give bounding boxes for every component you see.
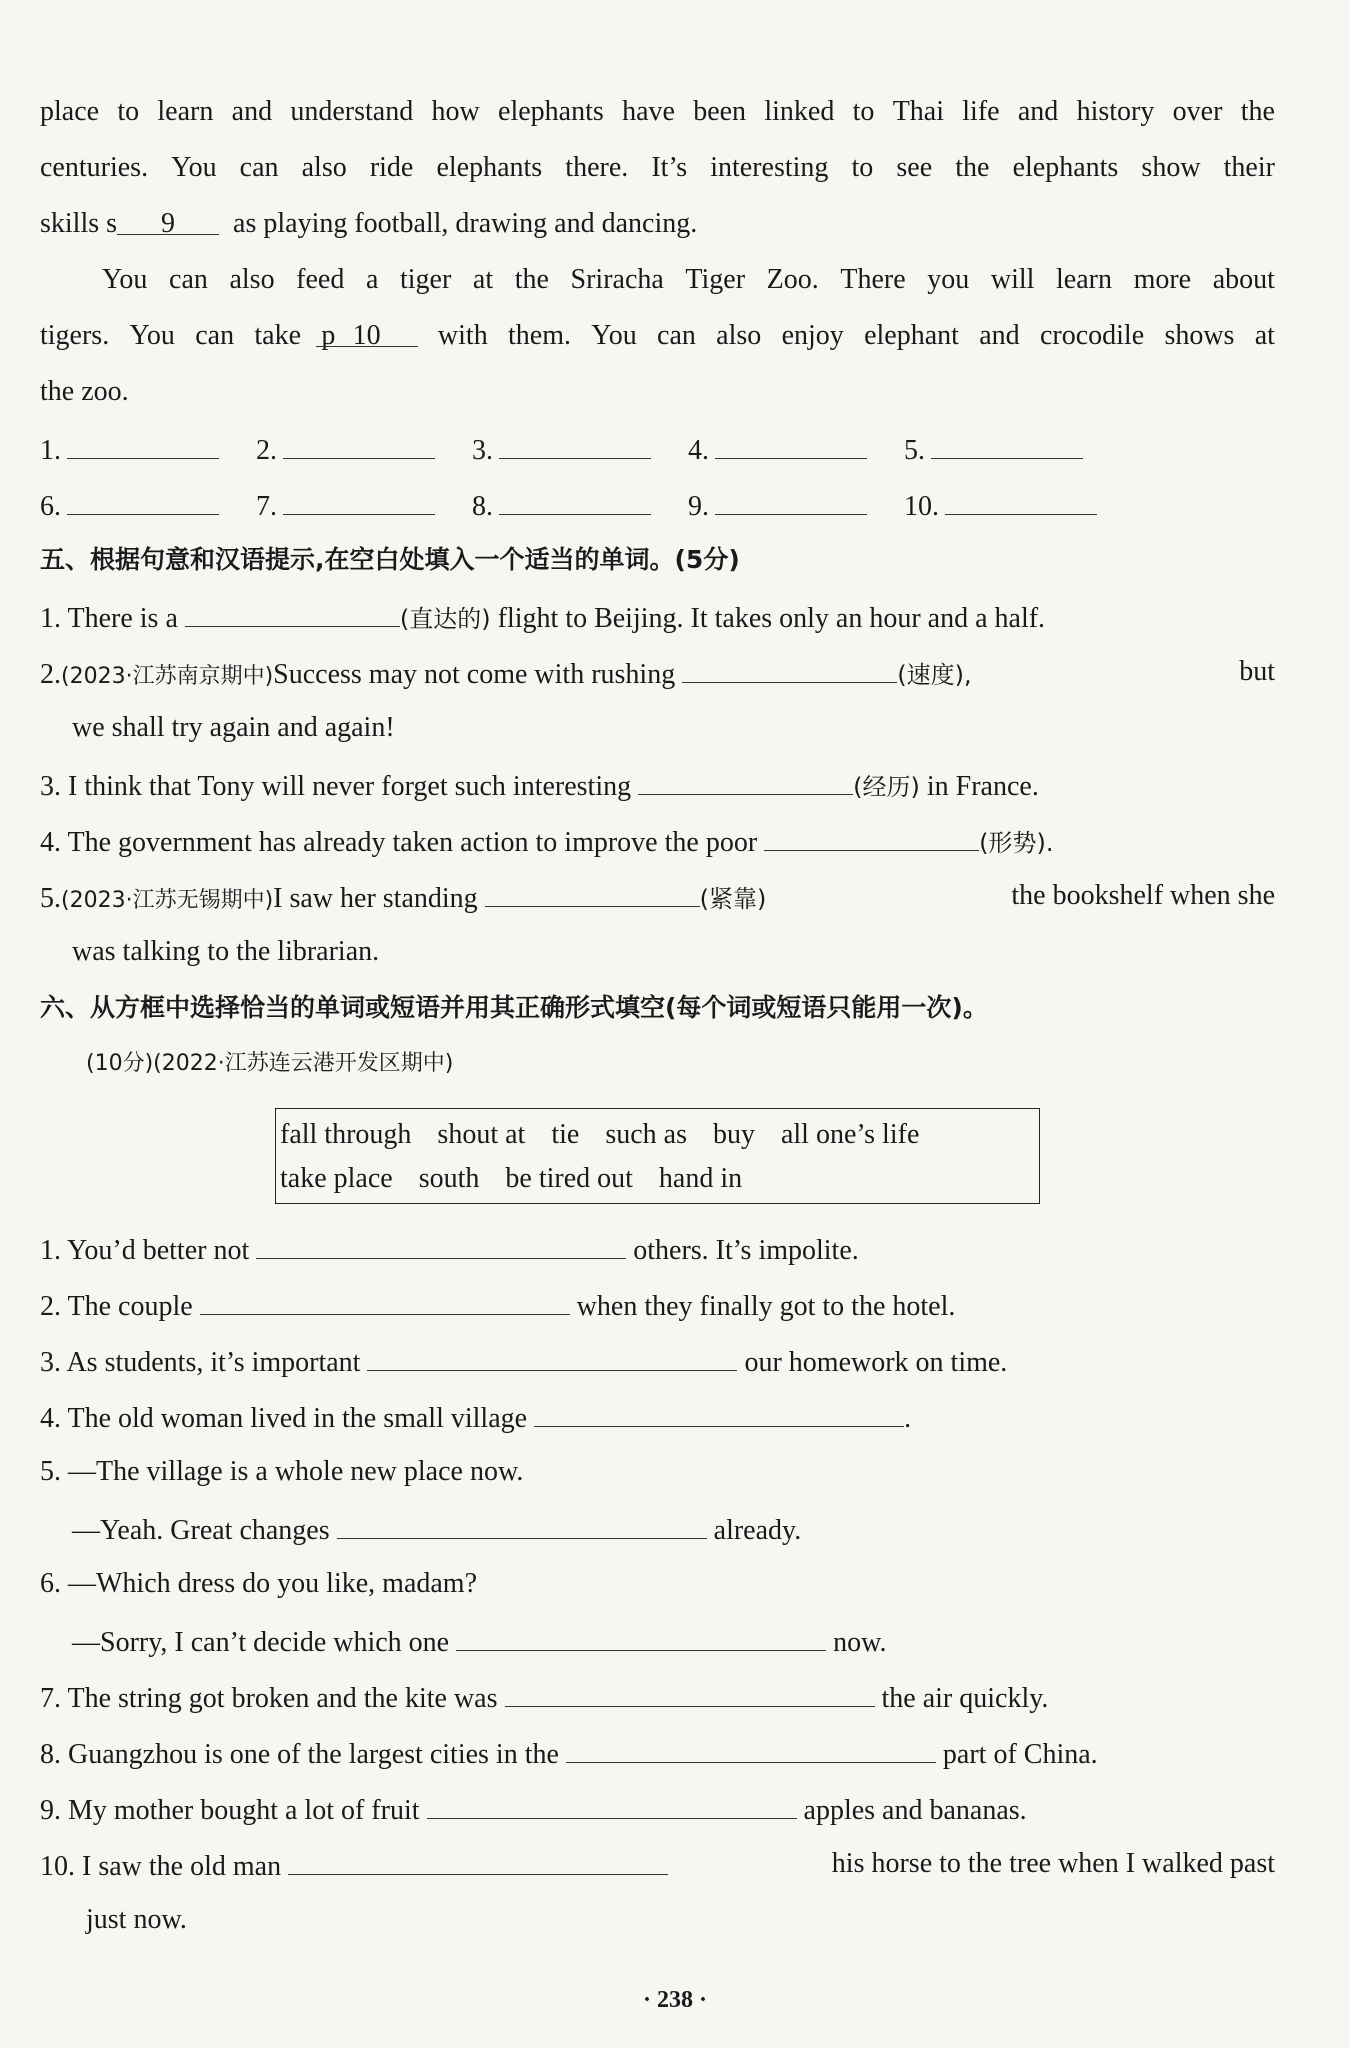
word-box-option: south (418, 1163, 480, 1194)
s6-q7-blank[interactable] (505, 1676, 875, 1707)
question-text: his horse to the tree when I walked past (831, 1848, 1275, 1879)
s6-question-10 (40, 1844, 1275, 1887)
question-text: flight to Beijing. It takes only an hour and a half. (497, 603, 1046, 634)
passage-word: them. (508, 320, 571, 351)
question-text: in France. (926, 771, 1039, 802)
passage-word: also (229, 264, 275, 295)
passage-word: and (231, 96, 273, 127)
answer-cell (472, 484, 651, 527)
s6-question-1 (40, 1228, 859, 1271)
passage-word: the (955, 152, 990, 183)
passage-line-2 (40, 148, 1275, 188)
passage-word: at (472, 264, 494, 295)
passage-word: the (514, 264, 549, 295)
s5-question-5 (40, 876, 1275, 921)
question-text: 4. The old woman lived in the small village (40, 1403, 528, 1434)
chinese-hint: (速度), (897, 661, 972, 689)
passage-word: interesting (710, 152, 829, 183)
passage-word: to (117, 96, 140, 127)
s6-q2-blank[interactable] (200, 1284, 570, 1315)
passage-line-5 (40, 316, 1275, 356)
s5-question-5-cont: was talking to the librarian. (72, 936, 380, 967)
s6-q8-blank[interactable] (566, 1732, 936, 1763)
word-box-option: all one’s life (780, 1119, 920, 1150)
passage-word: enjoy (781, 320, 844, 351)
question-text: but (1239, 656, 1275, 687)
answer-number: 1. (40, 435, 61, 466)
answer-blank[interactable] (283, 484, 435, 515)
word-box-row-1 (280, 1115, 945, 1155)
blank-number: 9 (161, 208, 176, 239)
s6-question-2 (40, 1284, 955, 1327)
s6-q4-blank[interactable] (534, 1396, 904, 1427)
passage-line-6: the zoo. (40, 376, 129, 407)
s6-question-9 (40, 1788, 1027, 1831)
passage-word: place (40, 96, 100, 127)
question-text: 4. The government has already taken action to improve the poor (40, 827, 758, 858)
question-text: 3. I think that Tony will never forget such interesting (40, 771, 632, 802)
answer-blank[interactable] (67, 428, 219, 459)
answer-blank[interactable] (715, 428, 867, 459)
passage-text: as playing football, drawing and dancing. (233, 208, 698, 239)
answer-number: 8. (472, 491, 493, 522)
question-text: 2. The couple (40, 1291, 193, 1322)
s6-question-4 (40, 1396, 911, 1439)
question-text: 1. You’d better not (40, 1235, 250, 1266)
answer-cell (904, 428, 1083, 471)
question-text: —Yeah. Great changes (72, 1515, 330, 1546)
answer-blank[interactable] (499, 484, 651, 515)
question-text: 10. I saw the old man (40, 1851, 282, 1882)
s6-q1-blank[interactable] (256, 1228, 626, 1259)
answer-cell (688, 428, 867, 471)
passage-word: Zoo. (766, 264, 819, 295)
answer-cell (688, 484, 867, 527)
answer-cell (904, 484, 1097, 527)
passage-word: can (169, 264, 208, 295)
s6-q3-blank[interactable] (367, 1340, 737, 1371)
passage-word: crocodile (1039, 320, 1145, 351)
passage-word: life (962, 96, 1000, 127)
passage-word: more (1133, 264, 1192, 295)
word-box-row-2 (280, 1159, 768, 1199)
question-text: already. (713, 1515, 802, 1546)
question-text: apples and bananas. (803, 1795, 1027, 1826)
answer-number: 3. (472, 435, 493, 466)
answer-blank[interactable] (67, 484, 219, 515)
answer-number: 5. (904, 435, 925, 466)
passage-word: centuries. (40, 152, 149, 183)
passage-word: Tiger (685, 264, 746, 295)
passage-text: skills s (40, 208, 118, 239)
s5-q4-blank[interactable] (764, 820, 979, 851)
question-number: 5. (40, 883, 61, 914)
question-text: Success may not come with rushing (273, 659, 676, 690)
s5-q5-blank[interactable] (485, 876, 700, 907)
answer-blank[interactable] (715, 484, 867, 515)
passage-word: history (1076, 96, 1155, 127)
section-5-heading: 五、根据句意和汉语提示,在空白处填入一个适当的单词。(5分) (40, 545, 740, 574)
s5-q3-blank[interactable] (638, 764, 853, 795)
source-tag: (2023·江苏无锡期中) (61, 888, 274, 913)
passage-word: at (1254, 320, 1275, 351)
chinese-hint: (直达的) (399, 605, 491, 633)
passage-word: show (1141, 152, 1201, 183)
question-text: now. (833, 1627, 887, 1658)
question-text: 8. Guangzhou is one of the largest cities in the (40, 1739, 559, 1770)
passage-word: Sriracha (570, 264, 664, 295)
s5-question-4 (40, 820, 1054, 863)
passage-word: learn (157, 96, 214, 127)
passage-word: understand (290, 96, 414, 127)
s6-q9-blank[interactable] (427, 1788, 797, 1819)
passage-word: elephants (1012, 152, 1119, 183)
answer-blank[interactable] (931, 428, 1083, 459)
answer-blank[interactable] (283, 428, 435, 459)
passage-word: It’s (651, 152, 688, 183)
passage-word: ride (369, 152, 414, 183)
chinese-hint: (紧靠) (699, 885, 767, 913)
s5-question-3 (40, 764, 1039, 807)
section-6-subheading: (10分)(2022·江苏连云港开发区期中) (86, 1051, 454, 1076)
passage-word: how (431, 96, 480, 127)
passage-word: You (102, 264, 148, 295)
passage-word: to (852, 96, 875, 127)
passage-word: There (840, 264, 906, 295)
passage-word: You (591, 320, 637, 351)
passage-word: to (851, 152, 874, 183)
question-text: 1. There is a (40, 603, 178, 634)
passage-word: feed (296, 264, 345, 295)
answer-number: 10. (904, 491, 939, 522)
passage-word: the (1240, 96, 1275, 127)
passage-word: Thai (892, 96, 944, 127)
answer-cell (256, 484, 435, 527)
passage-word: there. (565, 152, 629, 183)
passage-word: been (693, 96, 747, 127)
passage-word: elephant (864, 320, 959, 351)
passage-word: and (979, 320, 1020, 351)
passage-word: elephants (436, 152, 543, 183)
passage-word: their (1223, 152, 1275, 183)
answer-number: 7. (256, 491, 277, 522)
s6-question-5: 5. —The village is a whole new place now. (40, 1456, 524, 1487)
word-box-option: shout at (437, 1119, 526, 1150)
passage-word: have (622, 96, 675, 127)
passage-word: also (716, 320, 762, 351)
passage-word: shows (1164, 320, 1235, 351)
answer-blank-9[interactable] (117, 204, 219, 239)
passage-word: about (1212, 264, 1275, 295)
s5-q1-blank[interactable] (185, 596, 400, 627)
question-text: when they finally got to the hotel. (576, 1291, 956, 1322)
chinese-hint: (经历) (853, 773, 920, 801)
s6-q10-blank[interactable] (288, 1844, 668, 1875)
answer-blank[interactable] (499, 428, 651, 459)
answer-number: 2. (256, 435, 277, 466)
passage-word: You (129, 320, 175, 351)
answer-number: 6. (40, 491, 61, 522)
s6-question-7 (40, 1676, 1048, 1719)
passage-word: take (254, 320, 302, 351)
answer-blank[interactable] (945, 484, 1097, 515)
s6-question-8 (40, 1732, 1098, 1775)
word-box-option: take place (280, 1163, 393, 1194)
passage-word: elephants (498, 96, 604, 127)
passage-word: also (301, 152, 347, 183)
question-text: 3. As students, it’s important (40, 1347, 361, 1378)
word-box-option: fall through (280, 1119, 412, 1150)
s6-q5-blank[interactable] (337, 1508, 707, 1539)
question-text: others. It’s impolite. (633, 1235, 859, 1266)
passage-word: and (1017, 96, 1059, 127)
question-text: our homework on time. (744, 1347, 1008, 1378)
word-box-option: such as (605, 1119, 687, 1150)
s6-question-5-reply (72, 1508, 801, 1551)
passage-word: see (896, 152, 933, 183)
answer-cell (40, 428, 219, 471)
s6-question-6: 6. —Which dress do you like, madam? (40, 1568, 478, 1599)
answer-cell (256, 428, 435, 471)
passage-line-3 (40, 204, 697, 244)
passage-word: can (657, 320, 696, 351)
passage-word: can (239, 152, 279, 183)
s6-question-3 (40, 1340, 1007, 1383)
source-tag: (2023·江苏南京期中) (61, 664, 274, 689)
s6-question-10-cont: just now. (86, 1904, 187, 1935)
answer-cell (40, 484, 219, 527)
passage-word: learn (1056, 264, 1112, 295)
passage-line-1 (40, 92, 1275, 132)
question-text: —Sorry, I can’t decide which one (72, 1627, 450, 1658)
question-text: the bookshelf when she (1011, 880, 1275, 911)
passage-word: linked (764, 96, 835, 127)
question-text: I saw her standing (273, 883, 478, 914)
page-number: · 238 · (642, 1987, 707, 2013)
passage-line-4 (102, 260, 1275, 300)
passage-word: a (365, 264, 379, 295)
chinese-hint: (形势). (979, 829, 1054, 857)
passage-word: will (990, 264, 1035, 295)
answer-number: 4. (688, 435, 709, 466)
question-text: 7. The string got broken and the kite was (40, 1683, 498, 1714)
word-box-option: be tired out (505, 1163, 633, 1194)
passage-word: You (171, 152, 217, 183)
word-box (275, 1108, 1040, 1204)
question-text: part of China. (942, 1739, 1098, 1770)
answer-cell (472, 428, 651, 471)
section-6-heading: 六、从方框中选择恰当的单词或短语并用其正确形式填空(每个词或短语只能用一次)。 (40, 993, 988, 1022)
passage-word: over (1172, 96, 1223, 127)
answer-number: 9. (688, 491, 709, 522)
word-box-option: hand in (658, 1163, 743, 1194)
word-box-option: tie (551, 1119, 580, 1150)
question-number: 2. (40, 659, 61, 690)
word-box-option: buy (712, 1119, 755, 1150)
s5-question-1 (40, 596, 1045, 639)
passage-word: p (321, 320, 336, 351)
s5-question-2-cont: we shall try again and again! (72, 712, 395, 743)
answer-blank-10[interactable]: 10 (316, 316, 418, 347)
question-text: 9. My mother bought a lot of fruit (40, 1795, 420, 1826)
s6-q6-blank[interactable] (456, 1620, 826, 1651)
s5-question-2 (40, 652, 1275, 697)
passage-word: can (195, 320, 235, 351)
s6-question-6-reply (72, 1620, 887, 1663)
passage-word: tiger (399, 264, 452, 295)
passage-word: you (927, 264, 970, 295)
passage-word: with (437, 320, 488, 351)
s5-q2-blank[interactable] (682, 652, 897, 683)
question-text: the air quickly. (881, 1683, 1049, 1714)
passage-word: tigers. (40, 320, 110, 351)
question-text: . (904, 1403, 912, 1434)
